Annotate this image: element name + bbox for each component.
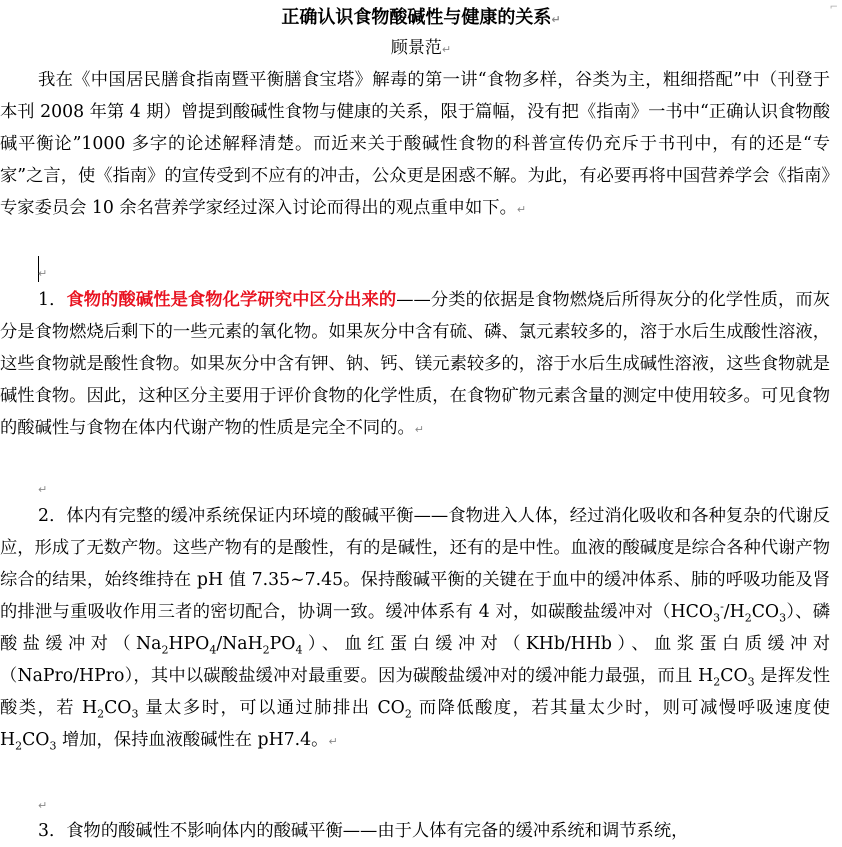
point-1-paragraph[interactable] xyxy=(0,284,830,446)
document-title: 正确认识食物酸碱性与健康的关系↵ xyxy=(281,7,561,28)
point-3-paragraph[interactable]: 3．食物的酸碱性不影响体内的酸碱平衡——由于人体有完备的缓冲系统和调节系统， xyxy=(38,821,689,841)
paragraph-mark: ↵ xyxy=(38,483,48,496)
blank-line xyxy=(38,262,47,281)
author-name: 顾景范↵ xyxy=(390,38,452,58)
paragraph-mark: ↵ xyxy=(441,43,452,56)
paragraph-mark: ↵ xyxy=(551,13,561,26)
blank-line xyxy=(38,794,47,813)
point-1-body: ——分类的依据是食物燃烧后所得灰分的化学性质，而灰分是食物燃烧后剩下的一些元素的氧化物。如果灰分中含有硫、磷、氯元素较多的，溶于水后生成酸性溶液，这些食物就是酸性食物。如果灰分中含有钾、钠、钙、镁元素较多的，溶于水后生成碱性溶液，这些食物就是碱性食物。因此，这种区分主要用于评价食物的化学性质，在食物矿物元素含量的测定中使用较多。可见食物的酸碱性与食物在体内代谢产物的性质是完全不同的。 xyxy=(0,290,830,438)
point-2-paragraph[interactable]: 2．体内有完整的缓冲系统保证内环境的酸碱平衡——食物进入人体，经过消化吸收和各种复杂的代谢反应，形成了无数产物。这些产物有的是酸性，有的是碱性，还有的是中性。血液的酸碱度是综合各种代谢产物综合的结果，始终维持在 pH 值 7.35~7.45。保持酸碱平衡的关键在于血中的缓冲体系、肺的呼吸功能及肾的排泄与重吸收作用三者的密切配合，协调一致。缓冲体系有 4 对，如碳酸盐缓冲对$(HCO_3^-/H_2CO_3)$、磷酸盐缓冲对$(Na_2HPO_4/NaH_2PO_4)$、血红蛋白缓冲对（KHb/HHb）、血浆蛋白质缓冲对（NaPro/HPro），其中以碳酸盐缓冲对最重要。因为碳酸盐缓冲对的缓冲能力最强，而且 $H_2CO_3$ 是挥发性酸类，若 $H_2CO_3$ 量太多时，可以通过肺排出 $CO_2$ 而降低酸度，若其量太少时，则可减慢呼吸速度使 $H_2CO_3$ 增加，保持血液酸碱性在 pH7.4。↵ xyxy=(0,506,831,753)
paragraph-mark: ↵ xyxy=(516,203,527,216)
point-1-number: 1． xyxy=(38,290,67,310)
paragraph-mark: ↵ xyxy=(38,267,48,280)
paragraph-mark: ↵ xyxy=(328,735,338,748)
paragraph-mark: ↵ xyxy=(414,423,424,436)
page-corner-mark: ⌐ xyxy=(829,2,838,13)
intro-paragraph[interactable]: 我在《中国居民膳食指南暨平衡膳食宝塔》解毒的第一讲“食物多样，谷类为主，粗细搭配”中（刊登于本刊 2008 年第 4 期）曾提到酸碱性食物与健康的关系，限于篇幅，没有把《指南》一书中“正确认识食物酸碱平衡论”1000 多字的论述解释清楚。而近来关于酸碱性食物的科普宣传仍充斥于书刊中，有的还是“专家”之言，使《指南》的宣传受到不应有的冲击，公众更是困惑不解。为此，有必要再将中国营养学会《指南》专家委员会 10 余名营养学家经过深入讨论而得出的观点重申如下。↵ xyxy=(0,70,830,218)
paragraph-mark: ↵ xyxy=(38,799,48,812)
blank-line xyxy=(38,478,47,497)
point-1-heading: 食物的酸碱性是食物化学研究中区分出来的 xyxy=(66,290,397,310)
